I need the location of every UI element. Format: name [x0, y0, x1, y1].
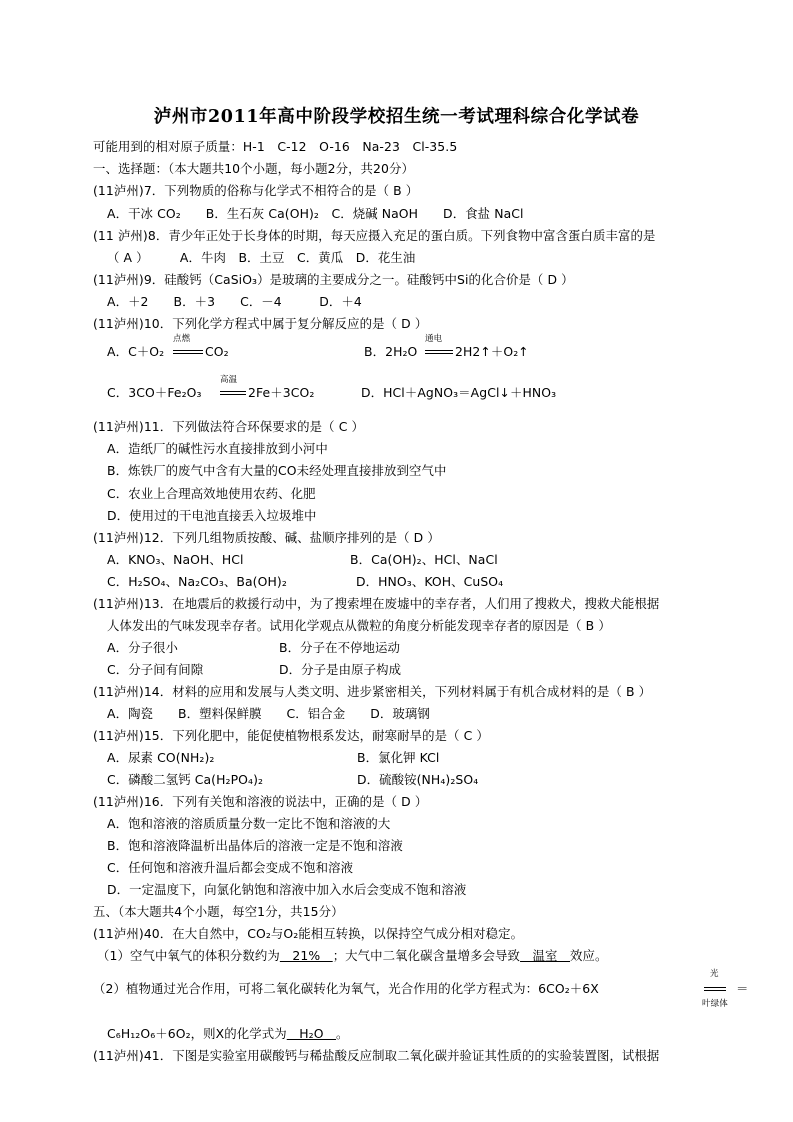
question-12-option-d: D．HNO₃、KOH、CuSO₄: [356, 574, 504, 589]
q40-p2-answer: H₂O: [286, 1026, 337, 1041]
question-16: (11泸州)16．下列有关饱和溶液的说法中，正确的是（ D ）: [93, 794, 428, 809]
q40-p1-answer-1: 21%: [279, 948, 333, 963]
q40-p1-prefix: （1）空气中氧气的体积分数约为: [97, 948, 280, 963]
q40-p1-suffix: 效应。: [570, 948, 608, 963]
q10-option-a-product: CO₂: [205, 344, 229, 359]
question-16-option-a: A．饱和溶液的溶质质量分数一定比不饱和溶液的大: [107, 816, 391, 831]
q10-option-c-product: 2Fe＋3CO₂: [248, 385, 315, 400]
q10-option-b-reactants: B．2H₂O: [364, 344, 418, 359]
question-13-option-a: A．分子很小: [107, 640, 179, 655]
q40-p1-middle: ；大气中二氧化碳含量增多会导致: [332, 948, 521, 963]
equation-bar: [220, 391, 246, 395]
q10-option-c-condition: 高温: [220, 375, 238, 385]
question-10: (11泸州)10．下列化学方程式中属于复分解反应的是（ D ）: [93, 316, 428, 331]
question-9-options: A．＋2 B．＋3 C．－4 D．＋4: [107, 294, 362, 309]
atomic-mass-line: 可能用到的相对原子质量：H-1 C-12 O-16 Na-23 Cl-35.5: [93, 139, 458, 154]
question-16-option-c: C．任何饱和溶液升温后都会变成不饱和溶液: [107, 860, 354, 875]
question-11-option-d: D．使用过的干电池直接丢入垃圾堆中: [107, 508, 317, 523]
q10-option-d: D．HCl＋AgNO₃＝AgCl↓＋HNO₃: [361, 385, 557, 400]
q40-condition-chlorophyll: 叶绿体: [702, 999, 728, 1009]
equation-bar: [173, 350, 203, 354]
question-9: (11泸州)9．硅酸钙（CaSiO₃）是玻璃的主要成分之一。硅酸钙中Si的化合价是（ D ）: [93, 272, 574, 287]
question-13-option-c: C．分子间有间隙: [107, 662, 204, 677]
question-41: (11泸州)41．下图是实验室用碳酸钙与稀盐酸反应制取二氧化碳并验证其性质的的实验装置图，试根据: [93, 1048, 660, 1063]
question-13: (11泸州)13．在地震后的救援行动中，为了搜索埋在废墟中的幸存者，人们用了搜救犬，搜救犬能根据: [93, 596, 660, 611]
equation-bar: [704, 987, 726, 991]
question-11-option-b: B．炼铁厂的废气中含有大量的CO未经处理直接排放到空气中: [107, 463, 447, 478]
q40-condition-light: 光: [710, 969, 719, 979]
q10-option-a-reactants: A．C＋O₂: [107, 344, 165, 359]
q10-option-b-product: 2H2↑＋O₂↑: [455, 344, 529, 359]
q40-p1-answer-2: 温室: [520, 948, 571, 963]
question-40: (11泸州)40．在大自然中，CO₂与O₂能相互转换，以保持空气成分相对稳定。: [93, 926, 524, 941]
question-40-part-1: [97, 948, 608, 964]
question-15-option-c: C．磷酸二氢钙 Ca(H₂PO₄)₂: [107, 772, 264, 787]
q40-equals-sign: ＝: [736, 981, 749, 996]
question-11-option-a: A．造纸厂的碱性污水直接排放到小河中: [107, 441, 328, 456]
page-title: 泸州市2011年高中阶段学校招生统一考试理科综合化学试卷: [153, 107, 640, 127]
question-13-continued: 人体发出的气味发现幸存者。试用化学观点从微粒的角度分析能发现幸存者的原因是（ B ）: [107, 618, 611, 633]
equation-bar: [425, 350, 453, 354]
question-12-option-b: B．Ca(OH)₂、HCl、NaCl: [350, 552, 498, 567]
question-7-options: A．干冰 CO₂ B．生石灰 Ca(OH)₂ C．烧碱 NaOH D．食盐 NaCl: [107, 206, 524, 221]
question-8-options: （ A ） A．牛肉 B．土豆 C．黄瓜 D．花生油: [107, 250, 416, 265]
question-13-option-d: D．分子是由原子构成: [279, 662, 402, 677]
question-15-option-a: A．尿素 CO(NH₂)₂: [107, 750, 215, 765]
question-12: (11泸州)12．下列几组物质按酸、碱、盐顺序排列的是（ D ）: [93, 530, 440, 545]
question-15-option-d: D．硫酸铵(NH₄)₂SO₄: [357, 772, 479, 787]
section-heading: 一、选择题：（本大题共10个小题，每小题2分，共20分）: [93, 161, 415, 176]
question-12-option-c: C．H₂SO₄、Na₂CO₃、Ba(OH)₂: [107, 574, 287, 589]
question-16-option-d: D．一定温度下，向氯化钠饱和溶液中加入水后会变成不饱和溶液: [107, 882, 467, 897]
question-15-option-b: B．氯化钾 KCl: [357, 750, 440, 765]
question-16-option-b: B．饱和溶液降温析出晶体后的溶液一定是不饱和溶液: [107, 838, 403, 853]
q40-p2-suffix: 。: [336, 1026, 349, 1041]
question-7: (11泸州)7．下列物质的俗称与化学式不相符合的是（ B ）: [93, 183, 419, 198]
q10-option-a-condition: 点燃: [173, 334, 191, 344]
q10-option-b-condition: 通电: [425, 334, 443, 344]
question-40-part-2: （2）植物通过光合作用，可将二氧化碳转化为氧气，光合作用的化学方程式为：6CO₂＋6X: [93, 981, 599, 996]
q10-option-c-reactants: C．3CO＋Fe₂O₃: [107, 385, 202, 400]
question-8: (11 泸州)8．青少年正处于长身体的时期，每天应摄入充足的蛋白质。下列食物中富含蛋白质丰富的是: [93, 228, 656, 243]
q40-p2-line2-prefix: C₆H₁₂O₆＋6O₂，则X的化学式为: [107, 1026, 287, 1041]
question-11: (11泸州)11．下列做法符合环保要求的是（ C ）: [93, 419, 364, 434]
question-12-option-a: A．KNO₃、NaOH、HCl: [107, 552, 244, 567]
section-five-heading: 五、（本大题共4个小题，每空1分，共15分）: [93, 904, 344, 919]
question-40-part-2-continued: [107, 1026, 349, 1042]
question-14: (11泸州)14．材料的应用和发展与人类文明、进步紧密相关，下列材料属于有机合成材料的是（ B ）: [93, 684, 652, 699]
question-14-options: A．陶瓷 B．塑料保鲜膜 C．铝合金 D．玻璃钢: [107, 706, 430, 721]
question-13-option-b: B．分子在不停地运动: [279, 640, 401, 655]
question-11-option-c: C．农业上合理高效地使用农药、化肥: [107, 486, 316, 501]
question-15: (11泸州)15．下列化肥中，能促使植物根系发达，耐寒耐旱的是（ C ）: [93, 728, 489, 743]
